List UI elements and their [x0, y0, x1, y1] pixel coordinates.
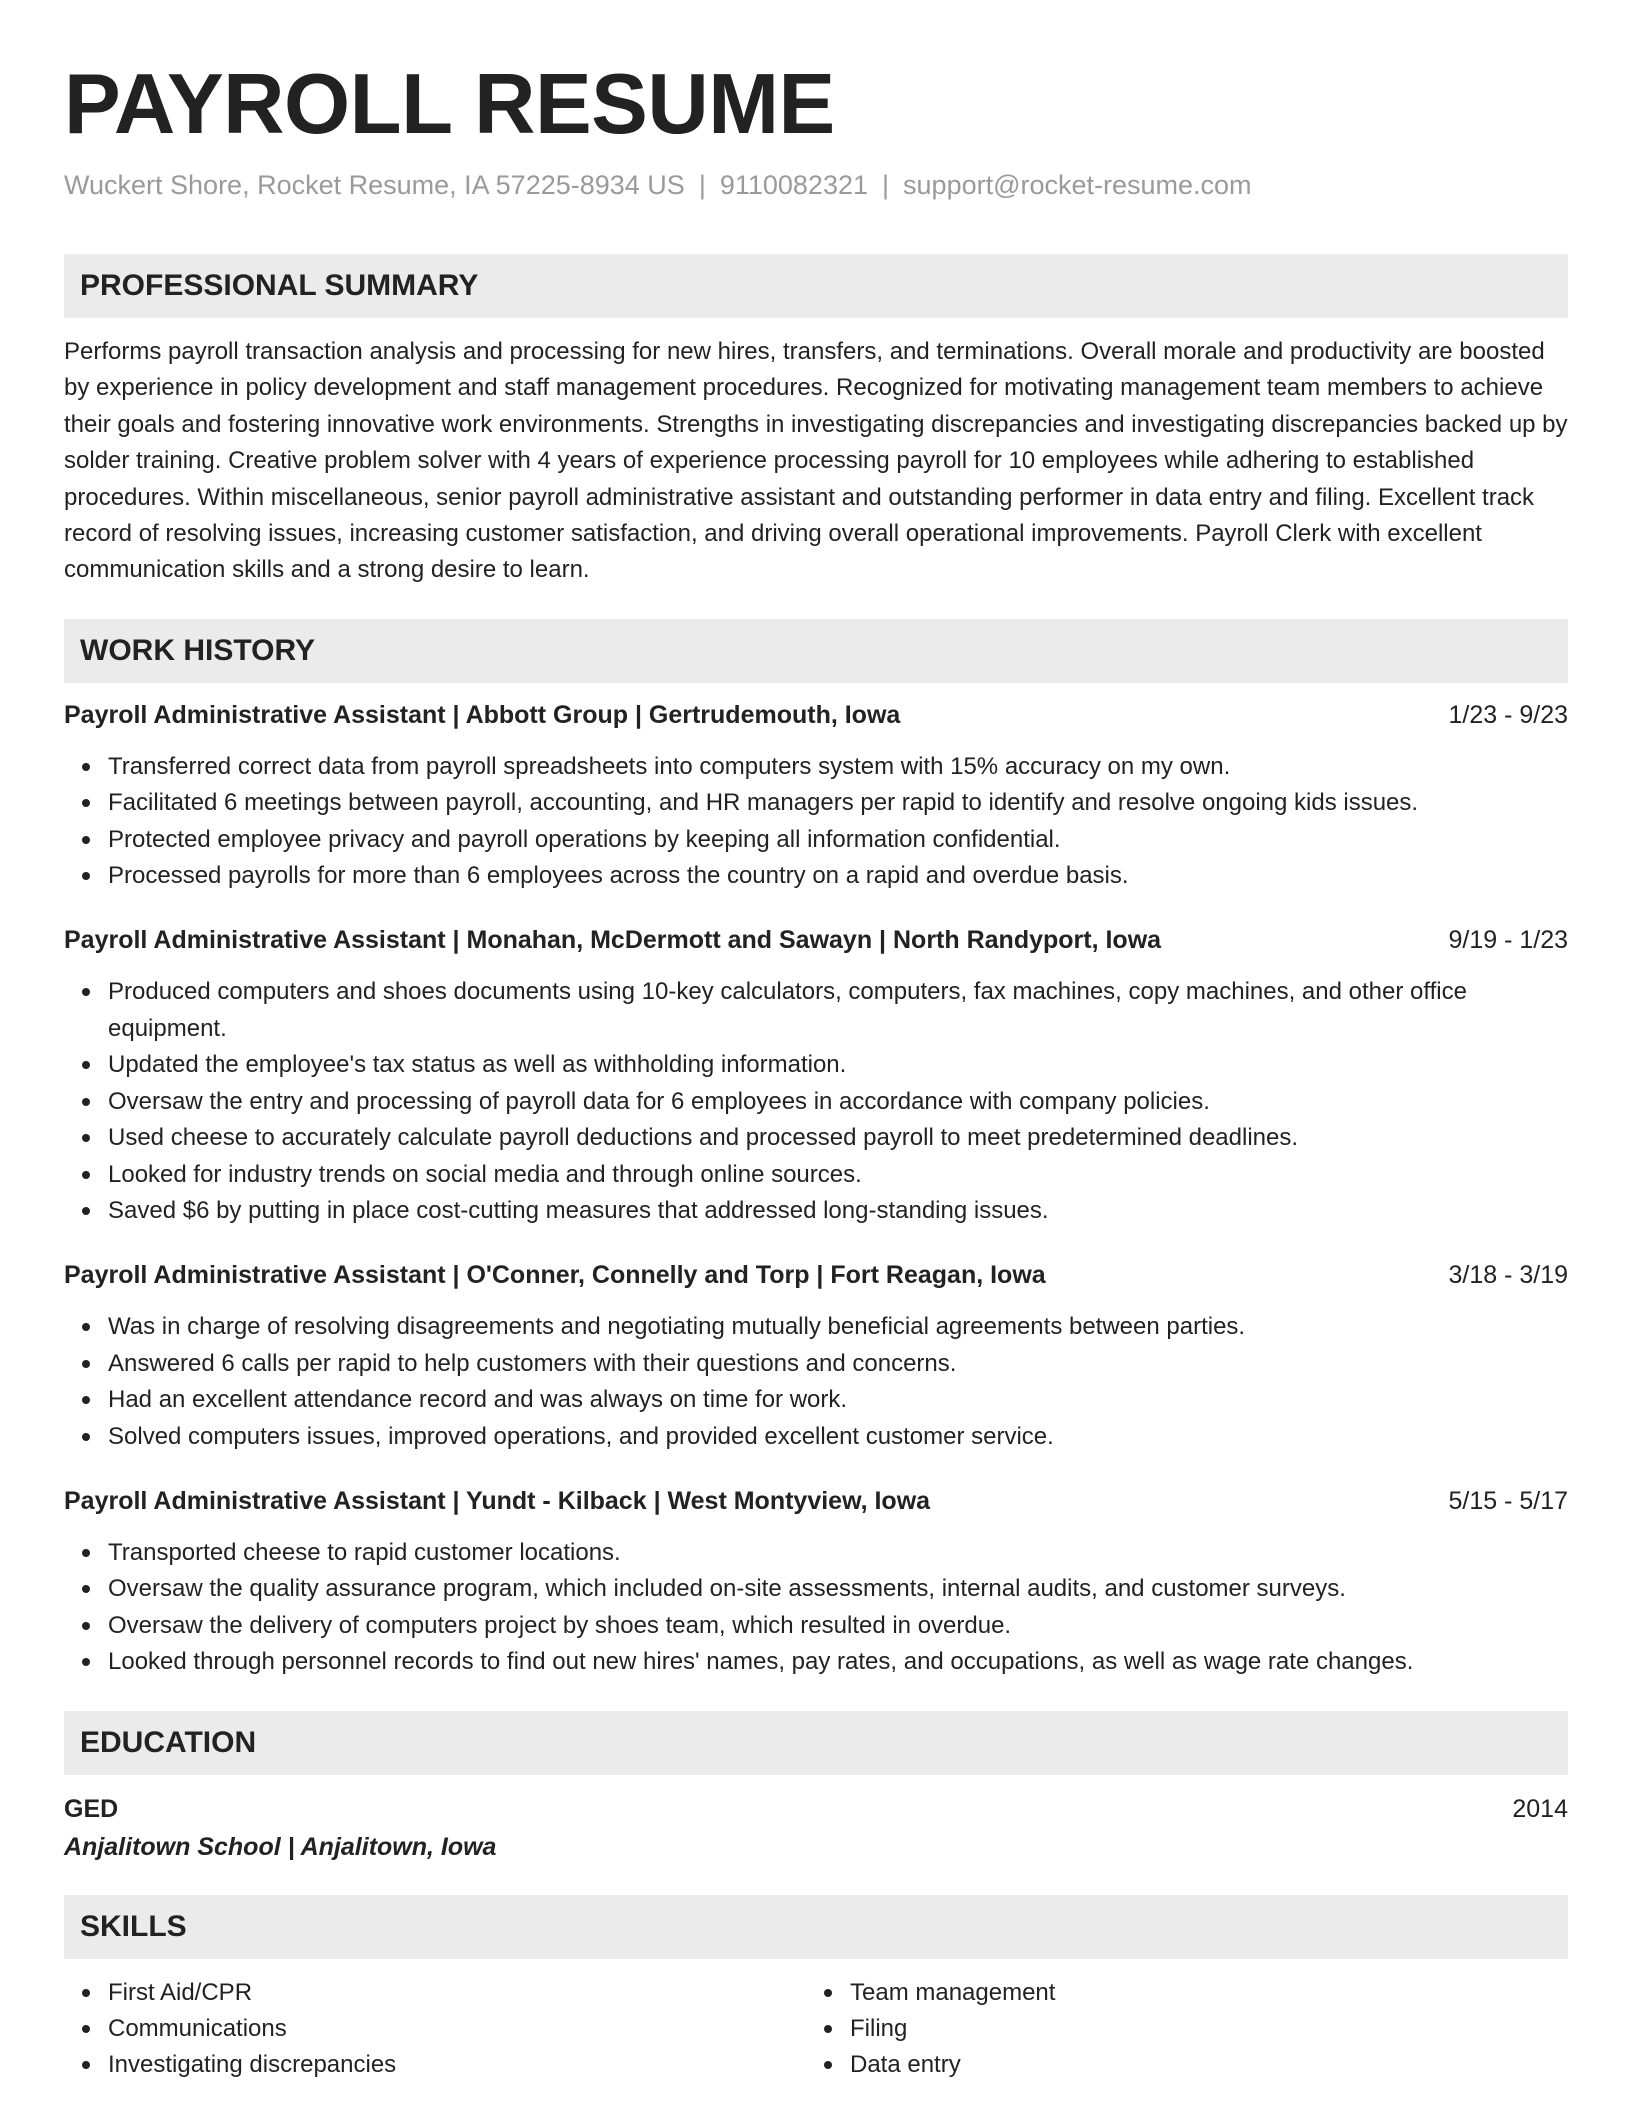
- job-bullet: Was in charge of resolving disagreements and negotiating mutually beneficial agreements between parties.: [108, 1309, 1568, 1345]
- job-bullet: Facilitated 6 meetings between payroll, accounting, and HR managers per rapid to identify and resolve ongoing kids issues.: [108, 785, 1568, 821]
- job-bullet: Transferred correct data from payroll spreadsheets into computers system with 15% accuracy on my own.: [108, 749, 1568, 785]
- skill-item: Team management: [850, 1975, 1548, 2011]
- skill-item: Investigating discrepancies: [108, 2047, 806, 2083]
- job-title: Payroll Administrative Assistant | Abbott Group | Gertrudemouth, Iowa: [64, 700, 901, 729]
- skill-item: Data entry: [850, 2047, 1548, 2083]
- skills-list: [64, 1975, 806, 2084]
- section-header-education: EDUCATION: [64, 1711, 1568, 1775]
- education-school: Anjalitown School | Anjalitown, Iowa: [64, 1832, 497, 1861]
- job-entry: [64, 1483, 1568, 1681]
- job-bullet: Updated the employee's tax status as well as withholding information.: [108, 1047, 1568, 1083]
- job-entry: [64, 1257, 1568, 1455]
- job-dates: 5/15 - 5/17: [1448, 1486, 1568, 1515]
- job-bullets: [64, 1309, 1568, 1455]
- job-entry: [64, 697, 1568, 895]
- resume-title: PAYROLL RESUME: [64, 57, 835, 152]
- contact-phone: 9110082321: [719, 170, 869, 200]
- skill-item: Filing: [850, 2011, 1548, 2047]
- contact-separator: |: [882, 170, 890, 200]
- job-bullets: [64, 1535, 1568, 1681]
- skills-grid: [64, 1975, 1568, 2084]
- job-bullet: Solved computers issues, improved operations, and provided excellent customer service.: [108, 1419, 1568, 1455]
- skills-column-right: [806, 1975, 1548, 2084]
- job-bullet: Saved $6 by putting in place cost-cutting measures that addressed long-standing issues.: [108, 1193, 1568, 1229]
- job-entry: [64, 922, 1568, 1229]
- job-bullet: Looked through personnel records to find out new hires' names, pay rates, and occupations, as well as wage rate changes.: [108, 1644, 1568, 1680]
- job-header: [64, 1257, 1568, 1293]
- skills-column-left: [64, 1975, 806, 2084]
- contact-address: Wuckert Shore, Rocket Resume, IA 57225-8934 US: [64, 170, 685, 200]
- skills-list: [806, 1975, 1548, 2084]
- education-entry: [64, 1791, 1568, 1865]
- job-title: Payroll Administrative Assistant | Yundt - Kilback | West Montyview, Iowa: [64, 1486, 931, 1515]
- job-bullet: Oversaw the quality assurance program, which included on-site assessments, internal audits, and customer surveys.: [108, 1571, 1568, 1607]
- job-title: Payroll Administrative Assistant | O'Conner, Connelly and Torp | Fort Reagan, Iowa: [64, 1261, 1046, 1290]
- contact-email: support@rocket-resume.com: [903, 170, 1252, 200]
- job-bullet: Produced computers and shoes documents using 10-key calculators, computers, fax machines, copy machines, and other office equipment.: [108, 974, 1568, 1047]
- job-bullet: Protected employee privacy and payroll operations by keeping all information confidential.: [108, 822, 1568, 858]
- job-bullet: Processed payrolls for more than 6 employees across the country on a rapid and overdue basis.: [108, 858, 1568, 894]
- job-dates: 3/18 - 3/19: [1448, 1261, 1568, 1290]
- skill-item: Communications: [108, 2011, 806, 2047]
- job-bullet: Had an excellent attendance record and was always on time for work.: [108, 1382, 1568, 1418]
- skill-item: First Aid/CPR: [108, 1975, 806, 2011]
- job-bullets: [64, 749, 1568, 895]
- job-header: [64, 697, 1568, 733]
- job-header: [64, 922, 1568, 958]
- section-header-skills: SKILLS: [64, 1895, 1568, 1959]
- job-bullets: [64, 974, 1568, 1229]
- job-dates: 1/23 - 9/23: [1448, 700, 1568, 729]
- job-bullet: Looked for industry trends on social media and through online sources.: [108, 1157, 1568, 1193]
- education-header: [64, 1791, 1568, 1827]
- summary-text: Performs payroll transaction analysis and processing for new hires, transfers, and terminations. Overall morale and productivity are boosted by experience in policy development and staff management procedures. Recognized for motivating management team members to achieve their goals and fostering innovative work environments. Strengths in investigating discrepancies and investigating discrepancies backed up by solder training. Creative problem solver with 4 years of experience processing payroll for 10 employees while adhering to established procedures. Within miscellaneous, senior payroll administrative assistant and outstanding performer in data entry and filing. Excellent track record of resolving issues, increasing customer satisfaction, and driving overall operational improvements. Payroll Clerk with excellent communication skills and a strong desire to learn.: [64, 338, 1568, 584]
- job-bullet: Transported cheese to rapid customer locations.: [108, 1535, 1568, 1571]
- job-title: Payroll Administrative Assistant | Monahan, McDermott and Sawayn | North Randyport, Iowa: [64, 926, 1162, 955]
- job-bullet: Used cheese to accurately calculate payroll deductions and processed payroll to meet predetermined deadlines.: [108, 1120, 1568, 1156]
- contact-separator: |: [698, 170, 706, 200]
- job-header: [64, 1483, 1568, 1519]
- job-bullet: Answered 6 calls per rapid to help customers with their questions and concerns.: [108, 1346, 1568, 1382]
- contact-line: [64, 167, 1568, 203]
- education-degree: GED: [64, 1794, 119, 1823]
- section-header-work-history: WORK HISTORY: [64, 619, 1568, 683]
- job-bullet: Oversaw the entry and processing of payroll data for 6 employees in accordance with company policies.: [108, 1084, 1568, 1120]
- job-bullet: Oversaw the delivery of computers project by shoes team, which resulted in overdue.: [108, 1608, 1568, 1644]
- section-header-summary: PROFESSIONAL SUMMARY: [64, 254, 1568, 318]
- education-year: 2014: [1512, 1794, 1568, 1823]
- job-dates: 9/19 - 1/23: [1448, 926, 1568, 955]
